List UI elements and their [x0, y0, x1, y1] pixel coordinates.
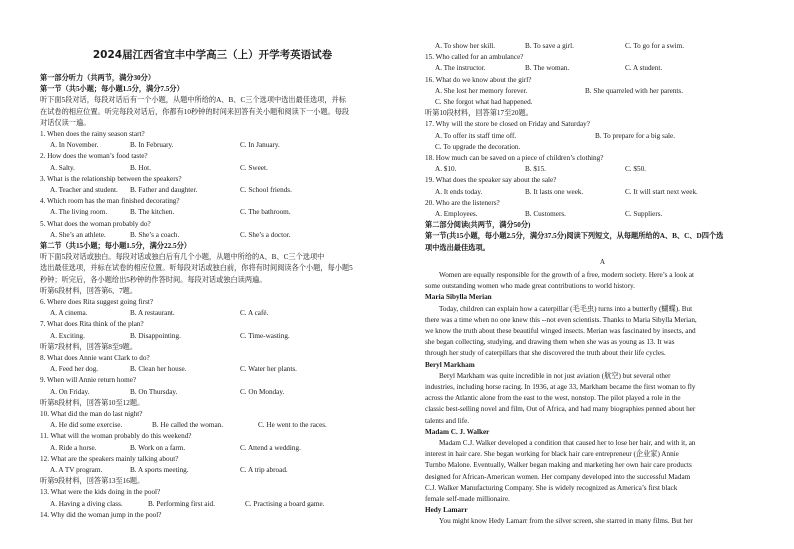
question-q19-option-a: A. It ends today.: [435, 187, 483, 196]
question-q17-option-a: A. To offer its staff time off.: [435, 131, 517, 140]
question-q20-option-b: B. Customers.: [525, 210, 566, 218]
section3-instructions: 第一节(共15小题，每小题2.5分，满分37.5分)阅读下列短文，从每题所给的A、B、C、D四个选: [425, 232, 724, 241]
passage-intro: Women are equally responsible for the growth of a free, modern society. Here’s a look at: [439, 271, 695, 279]
question-q19-option-b: B. It lasts one week.: [525, 187, 584, 196]
passage-paragraph: across the Atlantic alone from the east to the west, nonstop. The pilot played a role in the: [425, 394, 681, 403]
question-q11-option-a: A. Ride a horse.: [50, 443, 97, 452]
material-note: 听第8段材料，回答第10至12题。: [40, 398, 145, 407]
question-q1-option-b: B. In February.: [130, 141, 174, 150]
question-q8-option-a: A. Feed her dog.: [50, 365, 99, 374]
question-q8-option-b: B. Clean her house.: [130, 365, 187, 374]
passage-paragraph: designed for African-American women. Her company developed into the successful Madam: [425, 472, 691, 481]
passage-paragraph: Turnbo Malone. Eventually, Walker began making and marketing her own hair care products: [425, 461, 692, 470]
question-q16-option-b: B. She quarreled with her parents.: [585, 86, 683, 95]
question-q7-option-c: C. Time-wasting.: [240, 331, 290, 340]
material-note: 听第9段材料，回答第13至16题。: [40, 477, 145, 486]
page-title: 2024届江西省宜丰中学高三（上）开学考英语试卷: [92, 49, 333, 61]
question-q17-option-b: B. To prepare for a big sale.: [595, 131, 675, 140]
section1-heading: 第一节（共5小题；每小题1.5分，满分7.5分）: [40, 85, 184, 94]
question-q10-option-c: C. He went to the races.: [258, 421, 327, 430]
question-q13: 13. What were the kids doing in the pool?: [40, 488, 161, 497]
question-q14-option-c: C. To go for a swim.: [625, 42, 685, 50]
question-q20-option-a: A. Employees.: [435, 210, 478, 218]
question-q9-option-c: C. On Monday.: [240, 387, 285, 396]
section1-instructions: 听下面5段对话，每段对话后有一个小题，从题中所给的A、B、C三个选项中选出最佳选项，并标: [40, 96, 346, 105]
passage-paragraph: C.J. Walker Manufacturing Company. She is widely recognized as America’s first black: [425, 483, 678, 492]
passage-heading: Beryl Markham: [425, 360, 475, 369]
question-q15-option-b: B. The woman.: [525, 64, 570, 73]
question-q7-option-b: B. Disappointing.: [130, 331, 181, 340]
passage-paragraph: there was a time when no one knew this --not even scientists. Thanks to Maria Sibylla Merian,: [425, 315, 697, 324]
question-q16-option-c: C. She forgot what had happened.: [435, 98, 533, 106]
question-q3: 3. What is the relationship between the speakers?: [40, 174, 182, 183]
question-q12-option-b: B. A sports meeting.: [130, 466, 189, 474]
question-q3-option-b: B. Father and daughter.: [130, 186, 198, 194]
passage-paragraph: interest in hair care. She began working for black hair care entrepreneur (企业家) Annie: [425, 450, 679, 459]
question-q5: 5. What does the woman probably do?: [40, 219, 151, 228]
passage-label: A: [599, 257, 606, 266]
question-q1: 1. When does the rainy season start?: [40, 130, 145, 138]
question-q9-option-a: A. On Friday.: [50, 387, 90, 396]
section2-instructions: 听下面5段对话或独白。每段对话或独白后有几个小题，从题中所给的A、B、C三个选项中: [40, 253, 325, 262]
passage-paragraph: talents and life.: [425, 416, 470, 425]
question-q14-option-b: B. To save a girl.: [525, 42, 574, 50]
passage-heading: Maria Sibylla Merian: [425, 293, 492, 302]
question-q5-option-a: A. She’s an athlete.: [50, 230, 106, 239]
question-q15-option-c: C. A student.: [625, 64, 663, 73]
passage-heading: Madam C. J. Walker: [425, 427, 490, 436]
question-q11: 11. What will the woman probably do this weekend?: [40, 432, 192, 441]
passage-paragraph: You might know Hedy Lamarr from the silver screen, she starred in many films. But her: [439, 517, 693, 526]
section3-instructions: 项中选出最佳选项。: [425, 243, 490, 252]
passage-heading: Hedy Lamarr: [425, 506, 468, 515]
question-q13-option-a: A. Having a diving class.: [50, 499, 123, 508]
question-q10-option-b: B. He called the woman.: [152, 421, 224, 430]
question-q8: 8. What does Annie want Clark to do?: [40, 354, 150, 362]
question-q6: 6. Where does Rita suggest going first?: [40, 298, 154, 306]
passage-paragraph: she began collecting, studying, and drawing them when she was as young as 13. It was: [425, 338, 675, 347]
question-q15-option-a: A. The instructor.: [435, 64, 486, 73]
question-q10: 10. What did the man do last night?: [40, 410, 143, 418]
question-q18-option-a: A. $10.: [435, 165, 457, 174]
question-q17: 17. Why will the store be closed on Friday and Saturday?: [425, 120, 590, 129]
question-q20: 20. Who are the listeners?: [425, 198, 500, 207]
question-q5-option-b: B. She’s a coach.: [130, 230, 180, 239]
question-q3-option-a: A. Teacher and student.: [50, 186, 118, 194]
question-q11-option-b: B. Work on a farm.: [130, 443, 186, 452]
section1-instructions: 对话仅读一遍。: [40, 118, 91, 127]
question-q12-option-a: A. A TV program.: [50, 466, 103, 474]
question-q14: 14. Why did the woman jump in the pool?: [40, 510, 162, 519]
question-q8-option-c: C. Water her plants.: [240, 365, 297, 374]
question-q9-option-b: B. On Thursday.: [130, 387, 178, 396]
question-q2-option-a: A. Salty.: [50, 163, 75, 172]
material-note: 听第6段材料，回答第6、7题。: [40, 286, 138, 295]
question-q12: 12. What are the speakers mainly talking about?: [40, 454, 179, 463]
passage-intro: some outstanding women who made great contributions to world history.: [425, 282, 635, 291]
question-q18: 18. How much can be saved on a piece of children’s clothing?: [425, 154, 604, 162]
question-q4-option-a: A. The living room.: [50, 208, 108, 217]
question-q20-option-c: C. Suppliers.: [625, 210, 663, 218]
passage-paragraph: classic best-selling novel and film, Out of Africa, and had many biographies penned about her: [425, 405, 696, 414]
question-q6-option-b: B. A restaurant.: [130, 309, 175, 318]
question-q17-option-c: C. To upgrade the decoration.: [435, 142, 521, 151]
question-q2-option-b: B. Hot.: [130, 163, 151, 172]
part2-heading: 第二部分阅读(共两节，满分50分): [425, 221, 531, 230]
passage-paragraph: industries, including horse racing. In 1936, at age 33, Markham became the first woman to fly: [425, 383, 696, 391]
passage-paragraph: Madam C.J. Walker developed a condition that caused her to lose her hair, and with it, an: [439, 439, 696, 447]
passage-paragraph: Beryl Markham was quite incredible in not just aviation (航空) but several other: [439, 371, 671, 380]
question-q6-option-a: A. A cinema.: [50, 309, 88, 318]
material-note: 听第10段材料，回答第17至20题。: [425, 109, 533, 118]
question-q19-option-c: C. It will start next week.: [625, 187, 698, 196]
question-q16-option-a: A. She lost her memory forever.: [435, 86, 528, 95]
question-q5-option-c: C. She’s a doctor.: [240, 230, 291, 239]
question-q1-option-c: C. In January.: [240, 141, 280, 150]
section2-instructions: 秒钟；听完后，各小题给出5秒钟的作答时间。每段对话或独白读两遍。: [40, 275, 267, 284]
section2-instructions: 选出最佳选项，并标在试卷的相应位置。听每段对话或独白前，你将有时间阅读各个小题，每小题5: [40, 264, 353, 273]
question-q16: 16. What do we know about the girl?: [425, 75, 532, 84]
question-q7-option-a: A. Exciting.: [50, 331, 85, 340]
question-q18-option-c: C. $50.: [625, 165, 646, 174]
question-q18-option-b: B. $15.: [525, 165, 546, 174]
passage-paragraph: female self-made millionaire.: [425, 495, 510, 503]
question-q9: 9. When will Annie return home?: [40, 376, 137, 385]
section2-heading: 第二节（共15小题；每小题1.5分，满分22.5分）: [40, 242, 191, 250]
question-q4-option-c: C. The bathroom.: [240, 208, 291, 217]
question-q13-option-b: B. Performing first aid.: [148, 499, 215, 508]
question-q2: 2. How does the woman’s food taste?: [40, 152, 148, 161]
question-q2-option-c: C. Sweet.: [240, 163, 268, 172]
question-q4-option-b: B. The kitchen.: [130, 208, 175, 217]
question-q4: 4. Which room has the man finished decorating?: [40, 197, 180, 206]
passage-paragraph: we know the truth about these beautiful winged insects. Merian was fascinated by insects, and: [425, 327, 696, 335]
question-q13-option-c: C. Practising a board game.: [245, 499, 325, 508]
passage-paragraph: through her study of caterpillars that she discovered the truth about their life cycles.: [425, 349, 666, 358]
question-q3-option-c: C. School friends.: [240, 186, 292, 194]
question-q12-option-c: C. A trip abroad.: [240, 466, 288, 474]
question-q19: 19. What does the speaker say about the sale?: [425, 176, 557, 185]
part1-heading: 第一部分听力（共两节，满分30分）: [40, 74, 156, 82]
question-q11-option-c: C. Attend a wedding.: [240, 443, 301, 452]
question-q6-option-c: C. A café.: [240, 309, 269, 318]
material-note: 听第7段材料，回答第8至9题。: [40, 342, 138, 351]
question-q7: 7. What does Rita think of the plan?: [40, 320, 144, 329]
question-q10-option-a: A. He did some exercise.: [50, 421, 123, 430]
section1-instructions: 在试卷的相应位置。听完每段对话后，你都有10秒钟的时间来回答有关小题和阅读下一小题。每段: [40, 107, 350, 116]
question-q1-option-a: A. In November.: [50, 141, 99, 150]
passage-paragraph: Today, children can explain how a caterpillar (毛毛虫) turns into a butterfly (蝴蝶). But: [439, 304, 693, 313]
question-q14-option-a: A. To show her skill.: [435, 42, 496, 50]
question-q15: 15. Who called for an ambulance?: [425, 53, 524, 62]
